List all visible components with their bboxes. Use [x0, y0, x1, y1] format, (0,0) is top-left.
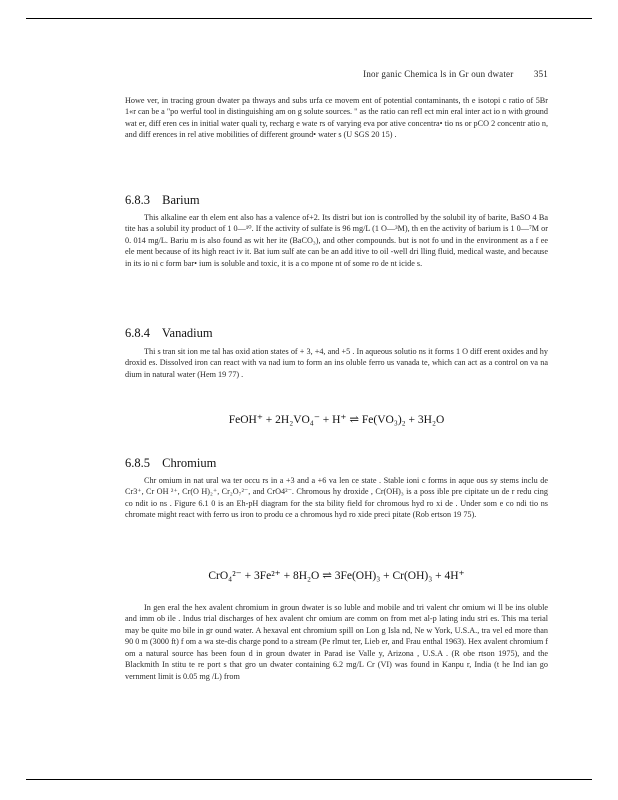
page-number: 351: [533, 69, 548, 79]
section-number: 6.8.5: [125, 456, 150, 470]
section-title: Chromium: [162, 456, 217, 470]
chromium-paragraph-1: Chr omium in nat ural wa ter occu rs in a +3 and a +6 va len ce state . Stable ioni c forms in aque ous sy stems inclu de Cr3⁺, Cr OH ²⁺, Cr(O H)₂⁺, Cr₂O₇²⁻, and CrO4²⁻. Chromous hy droxide , Cr(OH)₃ is a poss ible pre cipitate un de r redu cing co ndit io ns . Figure 6.1 0 is an Eh-pH diagram for the sta bility field for chromous hyd ro xi de . Under som e co ndi tio ns chromate might react with ferro us iron to produ ce a chromous hyd ro xide preci pitate (Rob ertson 19 75).: [125, 476, 548, 520]
bottom-rule: [26, 779, 592, 780]
section-heading-vanadium: [125, 326, 213, 341]
section-number: 6.8.4: [125, 326, 150, 340]
top-rule: [26, 18, 592, 19]
chromium-paragraph-block-1: [125, 475, 548, 521]
barium-paragraph-block: [125, 212, 548, 269]
section-title: Vanadium: [161, 326, 213, 340]
section-title: Barium: [162, 193, 200, 207]
intro-paragraph-block: [125, 95, 548, 141]
section-heading-barium: [125, 193, 200, 208]
barium-paragraph: This alkaline ear th elem ent also has a valence of+2. Its distri but ion is controlled by the solubil ity of barite, BaSO 4 Ba tite has a solubil ity product of 1 0—¹⁰. If the activity of sulfate is 96 mg/L (1 O—³M), th en the activity of barium is 1 0—⁷M or 0. 014 mg/L. Bariu m is also found as wit her ite (BaCO₃), and other compounds. but is not fo und in the environment as a f ee ele ment because of its high react iv it. Bat ium sulf ate can be an add itive to oil -well dri lling fluid, medical waste, and because in its io ni c form bar• ium is soluble and toxic, it is a co mpone nt of some ro de nt icide s.: [125, 213, 548, 268]
intro-paragraph: Howe ver, in tracing groun dwater pa thways and subs urfa ce movem ent of potential contaminants, th e isotopi c ratio of 5Br 1«r can be a "po werful tool in distinguishing am on g solute sources. " as the ratio can refl ect min eral inter act io n with ground wat er, diff eren ces in initial water quali ty, recharg e wate rs of varying eva por ative concentra• tio ns or pCO 2 concentr atio n, and diff erences in rel ative mobilities of different ground• water s (U SGS 20 15) .: [125, 96, 548, 140]
running-title: Inor ganic Chemica ls in Gr oun dwater: [363, 69, 514, 79]
chromium-paragraph-2: In gen eral the hex avalent chromium in groun dwater is so luble and mobile and tri valent chr omium wi ll be ins oluble and imm ob ile . Indus trial discharges of hex avalent chr omium are comm on from met al-p lating indu stri es. This ma terial may be quite mo bile in gr ound water. A hexaval ent chromium spill on Lon g Isla nd, Ne w York, U.S.A., tra vel ed more than 90 0 m (3000 ft) f om a wa ste-dis charge pond to a stream (Pe rlmut ter, Lieb er, and Frau enthal 1963). Hex avalent chromium f om a natural source has been foun d in groun dwater in Parad ise Valle y, Arizona , U.S.A . (R obe rtson 1975), and the Blackmith In stitu te re port s that gro un dwater containing 6.2 mg/L Cr (VI) was found in Kanpu r, India (t he Ind ian go vernment limit is 0.05 mg /L) from: [125, 603, 548, 681]
section-number: 6.8.3: [125, 193, 150, 207]
vanadium-equation: FeOH⁺ + 2H₂VO₄⁻ + H⁺ ⇌ Fe(VO₃)₂ + 3H₂O: [228, 414, 445, 426]
running-header: [320, 69, 548, 79]
section-heading-chromium: [125, 456, 216, 471]
chromium-equation: CrO₄²⁻ + 3Fe²⁺ + 8H₂O ⇌ 3Fe(OH)₃ + Cr(OH)₃ + 4H⁺: [208, 570, 465, 582]
vanadium-paragraph-block: [125, 346, 548, 380]
vanadium-paragraph: Thi s tran sit ion me tal has oxid ation states of + 3, +4, and +5 . In aqueous solutio ns it forms 1 O diff erent oxides and hy droxid es. Dissolved iron can react with va nad ium to form an ins oluble ferro us vanada te, which can act as a control on va na dium in natural water (Hem 19 77) .: [125, 347, 548, 379]
chromium-paragraph-block-2: [125, 602, 548, 682]
